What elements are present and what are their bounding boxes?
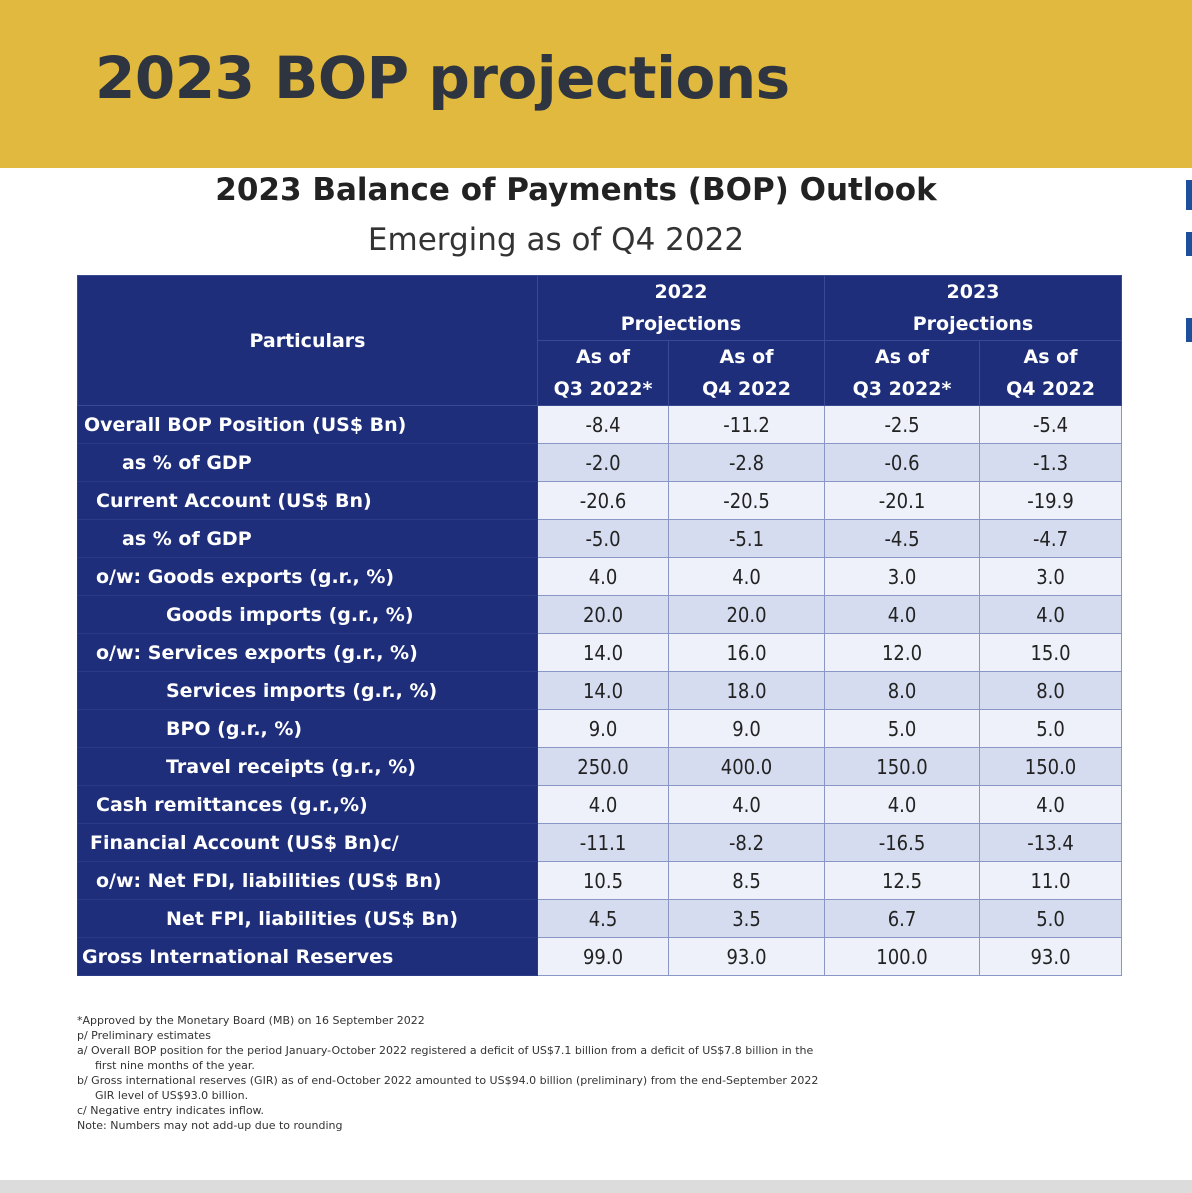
row-label: Services imports (g.r., %) bbox=[78, 672, 538, 710]
table-cell: -16.5 bbox=[825, 824, 980, 862]
table-cell: -8.4 bbox=[538, 406, 669, 444]
table-row bbox=[78, 406, 1122, 444]
table-cell: -5.4 bbox=[980, 406, 1122, 444]
row-label: Gross International Reserves bbox=[78, 938, 538, 976]
col-header-2022-q4 bbox=[669, 341, 825, 406]
table-cell: 15.0 bbox=[980, 634, 1122, 672]
table-cell: 18.0 bbox=[669, 672, 825, 710]
row-label: Net FPI, liabilities (US$ Bn) bbox=[78, 900, 538, 938]
table-cell: 93.0 bbox=[669, 938, 825, 976]
col-header-line: Q4 2022 bbox=[1006, 378, 1095, 400]
col-header-2022-q3 bbox=[538, 341, 669, 406]
table-cell: 6.7 bbox=[825, 900, 980, 938]
table-cell: -13.4 bbox=[980, 824, 1122, 862]
table-row bbox=[78, 710, 1122, 748]
table-cell: 9.0 bbox=[538, 710, 669, 748]
col-header-2023-q4 bbox=[980, 341, 1122, 406]
col-header-line: As of bbox=[576, 346, 630, 368]
table-cell: 9.0 bbox=[669, 710, 825, 748]
table-row bbox=[78, 558, 1122, 596]
group-2022-header bbox=[538, 276, 825, 341]
bottom-bar bbox=[0, 1180, 1192, 1193]
edge-marker bbox=[1186, 232, 1192, 256]
particulars-header: Particulars bbox=[78, 276, 538, 406]
table-subtitle: Emerging as of Q4 2022 bbox=[367, 222, 745, 258]
table-cell: 5.0 bbox=[980, 900, 1122, 938]
table-cell: 16.0 bbox=[669, 634, 825, 672]
col-header-line: As of bbox=[875, 346, 929, 368]
edge-marker bbox=[1186, 180, 1192, 210]
table-cell: 150.0 bbox=[980, 748, 1122, 786]
table-cell: 11.0 bbox=[980, 862, 1122, 900]
table-cell: 4.0 bbox=[669, 558, 825, 596]
table-cell: -2.5 bbox=[825, 406, 980, 444]
title-banner bbox=[0, 0, 1192, 168]
table-row bbox=[78, 444, 1122, 482]
row-label: o/w: Services exports (g.r., %) bbox=[78, 634, 538, 672]
table-cell: 250.0 bbox=[538, 748, 669, 786]
col-header-2023-q3 bbox=[825, 341, 980, 406]
table-row bbox=[78, 900, 1122, 938]
col-header-line: Q3 2022* bbox=[553, 378, 653, 400]
col-header-line: Q4 2022 bbox=[702, 378, 791, 400]
table-cell: 5.0 bbox=[825, 710, 980, 748]
table-cell: -19.9 bbox=[980, 482, 1122, 520]
table-title: 2023 Balance of Payments (BOP) Outlook bbox=[215, 172, 937, 208]
row-label: Travel receipts (g.r., %) bbox=[78, 748, 538, 786]
table-cell: -8.2 bbox=[669, 824, 825, 862]
table-cell: 12.0 bbox=[825, 634, 980, 672]
footnote: *Approved by the Monetary Board (MB) on 16 September 2022 bbox=[77, 1014, 425, 1027]
group-2023-header bbox=[825, 276, 1122, 341]
footnotes bbox=[77, 1013, 1187, 1133]
table-cell: 14.0 bbox=[538, 634, 669, 672]
table-cell: -1.3 bbox=[980, 444, 1122, 482]
bop-outlook-table bbox=[77, 275, 1122, 976]
table-cell: -5.1 bbox=[669, 520, 825, 558]
table-row bbox=[78, 748, 1122, 786]
row-label: Overall BOP Position (US$ Bn) bbox=[78, 406, 538, 444]
row-label: as % of GDP bbox=[78, 520, 538, 558]
table-cell: 150.0 bbox=[825, 748, 980, 786]
table-row bbox=[78, 482, 1122, 520]
table-row bbox=[78, 786, 1122, 824]
table-cell: 14.0 bbox=[538, 672, 669, 710]
table-cell: -5.0 bbox=[538, 520, 669, 558]
table-cell: 4.0 bbox=[980, 786, 1122, 824]
table-cell: -2.0 bbox=[538, 444, 669, 482]
group-2022-label: Projections bbox=[620, 313, 742, 335]
table-row bbox=[78, 672, 1122, 710]
table-cell: 8.0 bbox=[825, 672, 980, 710]
table-row bbox=[78, 862, 1122, 900]
table-cell: 3.0 bbox=[825, 558, 980, 596]
table-cell: 20.0 bbox=[538, 596, 669, 634]
table-cell: 8.0 bbox=[980, 672, 1122, 710]
row-label: Current Account (US$ Bn) bbox=[78, 482, 538, 520]
row-label: BPO (g.r., %) bbox=[78, 710, 538, 748]
table-cell: 93.0 bbox=[980, 938, 1122, 976]
table-cell: 400.0 bbox=[669, 748, 825, 786]
table-cell: -20.5 bbox=[669, 482, 825, 520]
table-cell: 5.0 bbox=[980, 710, 1122, 748]
table-cell: -0.6 bbox=[825, 444, 980, 482]
table-cell: 8.5 bbox=[669, 862, 825, 900]
table-cell: -20.6 bbox=[538, 482, 669, 520]
edge-marker bbox=[1186, 318, 1192, 342]
footnote: b/ Gross international reserves (GIR) as of end-October 2022 amounted to US$94.0 billion (preliminary) from the end-September 2022 bbox=[77, 1074, 819, 1087]
footnote: a/ Overall BOP position for the period January-October 2022 registered a deficit of US$7.1 billion from a deficit of US$7.8 billion in the bbox=[77, 1044, 814, 1057]
group-2023-label: Projections bbox=[912, 313, 1034, 335]
footnote-continuation: first nine months of the year. bbox=[95, 1059, 255, 1072]
footnote-continuation: GIR level of US$93.0 billion. bbox=[95, 1089, 249, 1102]
table-cell: 4.0 bbox=[980, 596, 1122, 634]
col-header-line: As of bbox=[719, 346, 774, 368]
table-row bbox=[78, 520, 1122, 558]
row-label: Cash remittances (g.r.,%) bbox=[78, 786, 538, 824]
row-label: o/w: Net FDI, liabilities (US$ Bn) bbox=[78, 862, 538, 900]
table-cell: 4.0 bbox=[825, 786, 980, 824]
table-cell: 4.0 bbox=[825, 596, 980, 634]
table-cell: 10.5 bbox=[538, 862, 669, 900]
table-cell: -20.1 bbox=[825, 482, 980, 520]
table-cell: -11.1 bbox=[538, 824, 669, 862]
slide-title: 2023 BOP projections bbox=[95, 44, 790, 112]
col-header-line: Q3 2022* bbox=[852, 378, 952, 400]
group-2023-year: 2023 bbox=[946, 281, 1000, 303]
row-label: as % of GDP bbox=[78, 444, 538, 482]
col-header-line: As of bbox=[1023, 346, 1078, 368]
table-cell: 4.0 bbox=[538, 786, 669, 824]
footnote: Note: Numbers may not add-up due to rounding bbox=[77, 1119, 343, 1132]
table-row bbox=[78, 596, 1122, 634]
table-cell: 100.0 bbox=[825, 938, 980, 976]
table-cell: 12.5 bbox=[825, 862, 980, 900]
table-row bbox=[78, 824, 1122, 862]
row-label: o/w: Goods exports (g.r., %) bbox=[78, 558, 538, 596]
table-cell: 4.0 bbox=[669, 786, 825, 824]
table-cell: 3.0 bbox=[980, 558, 1122, 596]
table-cell: -4.5 bbox=[825, 520, 980, 558]
table-cell: 20.0 bbox=[669, 596, 825, 634]
row-label: Goods imports (g.r., %) bbox=[78, 596, 538, 634]
footnote: p/ Preliminary estimates bbox=[77, 1029, 211, 1042]
group-2022-year: 2022 bbox=[654, 281, 708, 303]
table-row bbox=[78, 938, 1122, 976]
table-row bbox=[78, 634, 1122, 672]
table-cell: -4.7 bbox=[980, 520, 1122, 558]
row-label: Financial Account (US$ Bn)c/ bbox=[78, 824, 538, 862]
table-cell: -2.8 bbox=[669, 444, 825, 482]
table-cell: -11.2 bbox=[669, 406, 825, 444]
table-cell: 3.5 bbox=[669, 900, 825, 938]
table-cell: 4.5 bbox=[538, 900, 669, 938]
table-cell: 4.0 bbox=[538, 558, 669, 596]
footnote: c/ Negative entry indicates inflow. bbox=[77, 1104, 265, 1117]
table-cell: 99.0 bbox=[538, 938, 669, 976]
